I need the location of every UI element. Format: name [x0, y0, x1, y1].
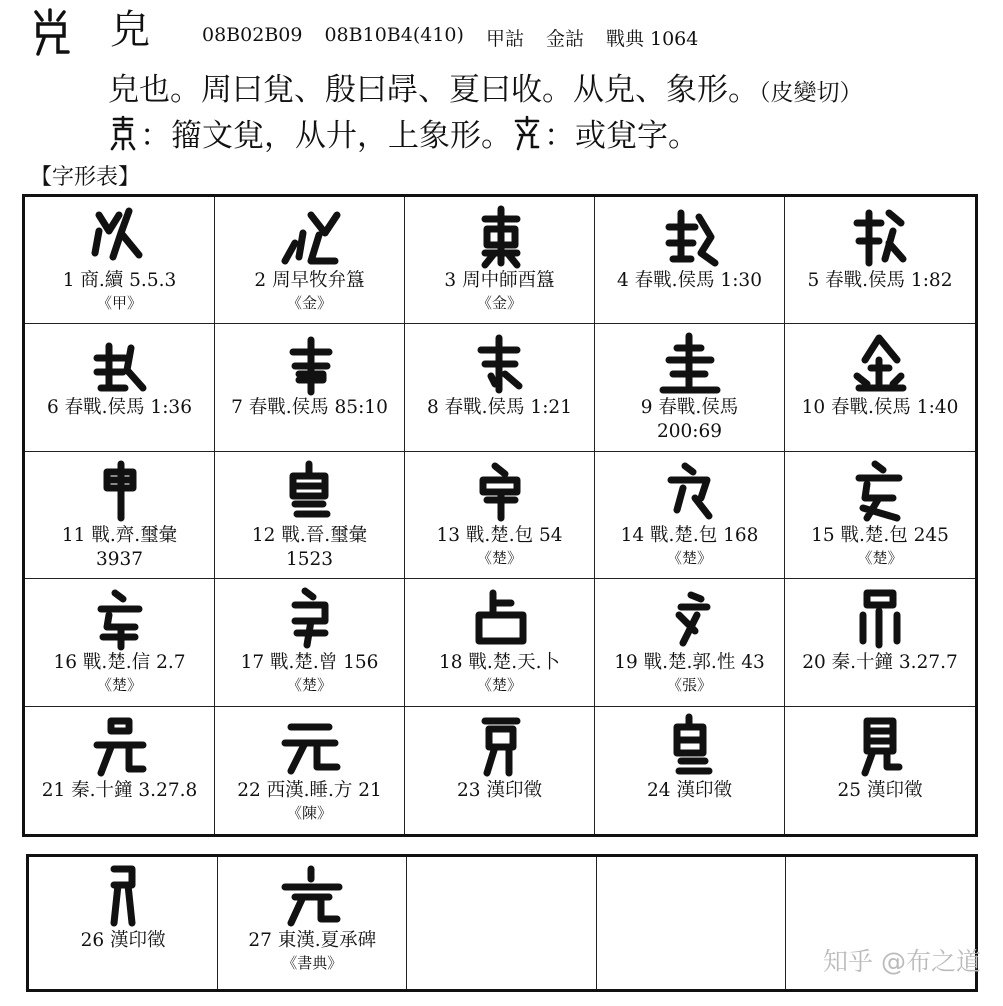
seal-script-glyph — [30, 8, 72, 56]
code-4: 金詁 — [545, 28, 584, 50]
glyph-table-label: 【字形表】 — [30, 165, 141, 190]
glyph-cell-8 — [405, 324, 595, 451]
glyph-caption: 8 春戰.侯馬 1:21 — [427, 397, 572, 419]
ancient-glyph — [85, 330, 155, 396]
ancient-glyph — [275, 203, 345, 269]
glyph-caption: 1 商.續 5.5.3 — [62, 270, 177, 291]
glyph-caption: 14 戰.楚.包 168 — [620, 524, 759, 546]
glyph-extra-cell-3 — [407, 857, 596, 989]
ancient-glyph — [465, 585, 535, 651]
zhouwen-text: ：籀文覍，从廾，上象形。 — [140, 118, 512, 154]
glyph-cell-4 — [595, 197, 785, 324]
glyph-cell-15 — [785, 452, 975, 579]
glyph-source: 《楚》 — [476, 676, 522, 695]
glyph-source: 《楚》 — [857, 548, 903, 567]
glyph-caption-continued: 200:69 — [656, 421, 723, 443]
glyph-cell-20 — [785, 579, 975, 706]
glyph-source: 《張》 — [666, 676, 712, 695]
glyph-extra-cell-1 — [29, 857, 218, 989]
glyph-caption: 27 東漢.夏承碑 — [248, 930, 377, 951]
ancient-glyph — [85, 713, 155, 779]
ancient-glyph — [275, 713, 345, 779]
ancient-glyph — [845, 585, 915, 651]
ancient-glyph — [88, 863, 158, 929]
glyph-source: 《金》 — [476, 294, 522, 312]
glyph-cell-12 — [215, 452, 405, 579]
ancient-glyph — [275, 585, 345, 651]
glyph-source: 《楚》 — [476, 548, 522, 567]
glyph-caption: 9 春戰.侯馬 — [640, 397, 739, 419]
glyph-caption: 3 周中師酉簋 — [444, 270, 555, 291]
zhihu-watermark: 知乎 @布之道 — [823, 947, 981, 976]
ancient-glyph — [85, 458, 155, 524]
glyph-cell-25 — [785, 707, 975, 834]
glyph-caption: 13 戰.楚.包 54 — [436, 524, 563, 546]
variant-glyph — [512, 115, 542, 151]
ancient-glyph — [845, 203, 915, 269]
glyph-caption-continued: 3937 — [95, 548, 144, 570]
glyph-caption: 15 戰.楚.包 245 — [811, 524, 949, 546]
glyph-caption: 2 周早牧弁簋 — [254, 270, 365, 291]
glyph-cell-14 — [595, 452, 785, 579]
glyph-cell-21 — [25, 707, 215, 834]
glyph-source: 《楚》 — [666, 548, 712, 567]
glyph-cell-11 — [25, 452, 215, 579]
glyph-caption: 24 漢印徵 — [647, 779, 732, 801]
ancient-glyph — [655, 203, 725, 269]
glyph-cell-22 — [215, 707, 405, 834]
ancient-glyph — [655, 330, 725, 396]
glyph-extra-cell-4 — [597, 857, 786, 989]
glyph-caption: 7 春戰.侯馬 85:10 — [231, 397, 388, 419]
glyph-cell-19 — [595, 579, 785, 706]
head-character: 皃 — [110, 7, 150, 53]
fanqie-reading: （皮變切） — [759, 80, 863, 106]
glyph-cell-17 — [215, 579, 405, 706]
glyph-cell-1 — [25, 197, 215, 324]
glyph-source: 《甲》 — [96, 294, 142, 312]
glyph-cell-7 — [215, 324, 405, 451]
glyph-source: 《金》 — [286, 294, 332, 312]
ancient-glyph — [655, 585, 725, 651]
glyph-cell-5 — [785, 197, 975, 324]
glyph-source: 《楚》 — [96, 676, 142, 695]
ancient-glyph — [655, 713, 725, 779]
glyph-form-table — [22, 194, 978, 837]
ancient-glyph — [277, 863, 347, 929]
glyph-caption-continued: 1523 — [285, 548, 334, 570]
glyph-cell-23 — [405, 707, 595, 834]
glyph-caption: 23 漢印徵 — [457, 779, 542, 801]
ancient-glyph — [85, 585, 155, 651]
code-3: 甲詁 — [485, 28, 524, 50]
glyph-caption: 10 春戰.侯馬 1:40 — [801, 397, 959, 419]
glyph-cell-3 — [405, 197, 595, 324]
variant-text: ：或覍字。 — [544, 118, 699, 154]
ancient-glyph — [85, 203, 155, 269]
glyph-caption: 18 戰.楚.天.卜 — [438, 652, 561, 674]
glyph-caption: 5 春戰.侯馬 1:82 — [807, 270, 953, 291]
glyph-cell-24 — [595, 707, 785, 834]
glyph-source: 《楚》 — [286, 676, 332, 695]
glyph-source: 《書典》 — [282, 954, 343, 972]
code-2: 08B10B4(410) — [324, 24, 464, 46]
ancient-glyph — [275, 458, 345, 524]
ancient-glyph — [275, 330, 345, 396]
glyph-cell-18 — [405, 579, 595, 706]
ancient-glyph — [465, 203, 535, 269]
glyph-caption: 19 戰.楚.郭.性 43 — [614, 652, 765, 674]
definition-line-1 — [108, 64, 863, 109]
glyph-caption: 26 漢印徵 — [80, 930, 166, 951]
reference-codes — [202, 24, 698, 51]
glyph-caption: 20 秦.十鐘 3.27.7 — [802, 652, 958, 674]
glyph-cell-2 — [215, 197, 405, 324]
code-5: 戰典 1064 — [605, 28, 699, 50]
glyph-caption: 11 戰.齊.璽彙 — [61, 524, 178, 546]
ancient-glyph — [465, 713, 535, 779]
zhouwen-glyph — [108, 115, 138, 151]
ancient-glyph — [845, 458, 915, 524]
glyph-caption: 16 戰.楚.信 2.7 — [53, 652, 186, 674]
ancient-glyph — [465, 458, 535, 524]
code-1: 08B02B09 — [202, 24, 303, 46]
glyph-caption: 25 漢印徵 — [837, 779, 923, 801]
definition-text: 皃也。周曰覍、殷曰冔、夏曰收。从皃、象形。 — [108, 72, 759, 108]
glyph-cell-6 — [25, 324, 215, 451]
glyph-caption: 22 西漢.睡.方 21 — [237, 779, 382, 801]
glyph-cell-9 — [595, 324, 785, 451]
glyph-cell-16 — [25, 579, 215, 706]
ancient-glyph — [845, 713, 915, 779]
ancient-glyph — [655, 458, 725, 524]
ancient-glyph — [465, 330, 535, 396]
glyph-caption: 12 戰.晉.璽彙 — [251, 524, 368, 546]
glyph-caption: 17 戰.楚.曾 156 — [240, 652, 379, 674]
glyph-caption: 6 春戰.侯馬 1:36 — [47, 397, 192, 419]
ancient-glyph — [845, 330, 915, 396]
glyph-extra-cell-2 — [218, 857, 407, 989]
glyph-cell-13 — [405, 452, 595, 579]
glyph-caption: 21 秦.十鐘 3.27.8 — [41, 779, 198, 801]
glyph-source: 《陳》 — [286, 803, 332, 822]
glyph-cell-10 — [785, 324, 975, 451]
glyph-caption: 4 春戰.侯馬 1:30 — [617, 270, 762, 291]
definition-line-2 — [108, 110, 699, 155]
